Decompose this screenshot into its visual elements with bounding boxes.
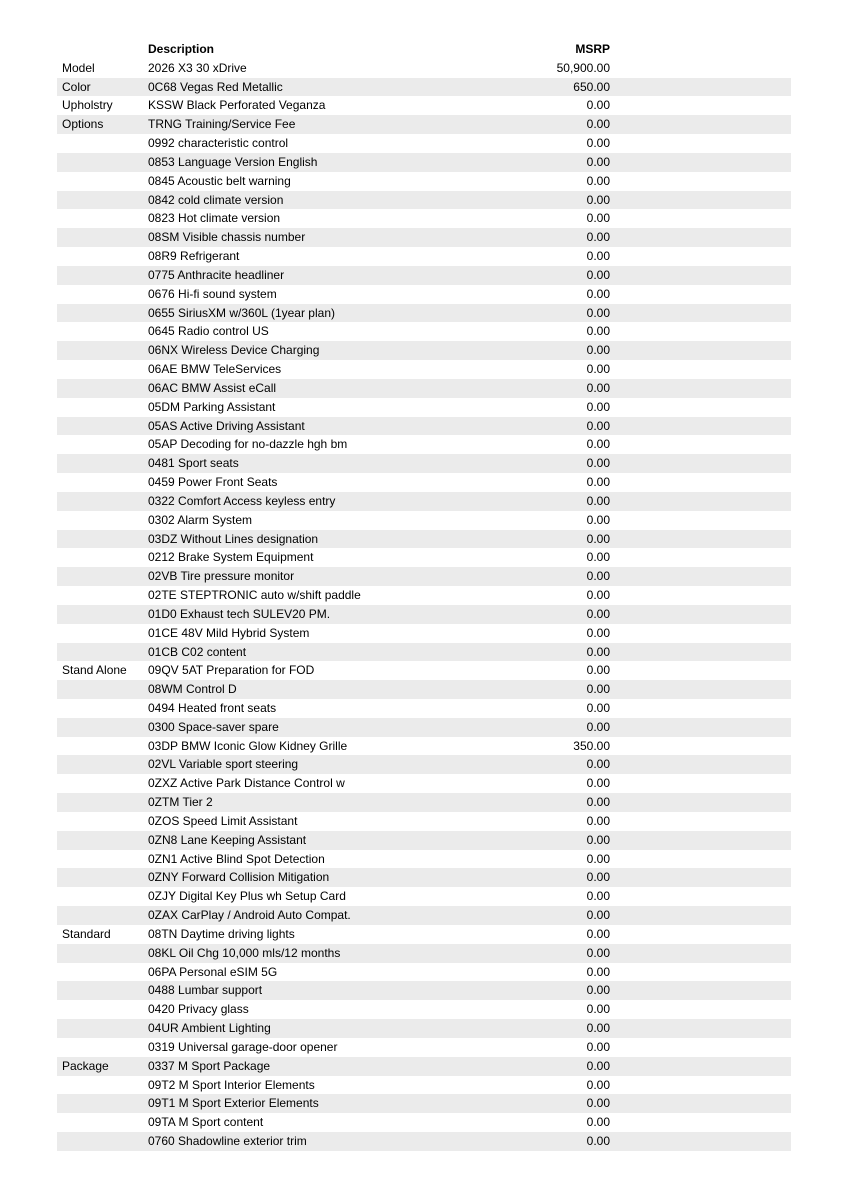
description-cell: 0ZTM Tier 2 bbox=[148, 795, 213, 810]
description-cell: 09QV 5AT Preparation for FOD bbox=[148, 663, 315, 678]
msrp-cell: 0.00 bbox=[586, 324, 610, 339]
table-row bbox=[57, 812, 791, 831]
description-cell: 0322 Comfort Access keyless entry bbox=[148, 493, 336, 508]
description-cell: 0ZJY Digital Key Plus wh Setup Card bbox=[148, 889, 346, 904]
description-cell: 01CB C02 content bbox=[148, 644, 247, 659]
msrp-cell: 0.00 bbox=[586, 1058, 610, 1073]
msrp-cell: 0.00 bbox=[586, 267, 610, 282]
msrp-cell: 0.00 bbox=[586, 663, 610, 678]
description-cell: 0337 M Sport Package bbox=[148, 1058, 271, 1073]
vehicle-pricing-table bbox=[57, 40, 791, 1151]
description-cell: 01D0 Exhaust tech SULEV20 PM. bbox=[148, 606, 331, 621]
msrp-cell: 0.00 bbox=[586, 380, 610, 395]
table-row bbox=[57, 379, 791, 398]
table-row bbox=[57, 887, 791, 906]
description-cell: 0775 Anthracite headliner bbox=[148, 267, 285, 282]
category-cell: Model bbox=[62, 60, 95, 75]
table-row bbox=[57, 586, 791, 605]
table-row bbox=[57, 643, 791, 662]
msrp-cell: 0.00 bbox=[586, 475, 610, 490]
description-cell: 0302 Alarm System bbox=[148, 512, 253, 527]
msrp-cell: 0.00 bbox=[586, 343, 610, 358]
description-cell: 0992 characteristic control bbox=[148, 136, 289, 151]
table-row bbox=[57, 661, 791, 680]
msrp-cell: 0.00 bbox=[586, 926, 610, 941]
table-row bbox=[57, 868, 791, 887]
description-cell: 0ZN1 Active Blind Spot Detection bbox=[148, 851, 325, 866]
table-row bbox=[57, 96, 791, 115]
msrp-cell: 0.00 bbox=[586, 588, 610, 603]
msrp-cell: 0.00 bbox=[586, 700, 610, 715]
description-cell: KSSW Black Perforated Veganza bbox=[148, 98, 326, 113]
msrp-cell: 0.00 bbox=[586, 249, 610, 264]
description-cell: 09T1 M Sport Exterior Elements bbox=[148, 1096, 319, 1111]
description-cell: 0319 Universal garage-door opener bbox=[148, 1039, 338, 1054]
description-cell: 0842 cold climate version bbox=[148, 192, 284, 207]
table-row bbox=[57, 1094, 791, 1113]
msrp-cell: 0.00 bbox=[586, 1096, 610, 1111]
table-row bbox=[57, 172, 791, 191]
table-row bbox=[57, 1132, 791, 1151]
msrp-cell: 0.00 bbox=[586, 1115, 610, 1130]
msrp-cell: 0.00 bbox=[586, 1134, 610, 1149]
table-row bbox=[57, 963, 791, 982]
table-row bbox=[57, 793, 791, 812]
description-cell: TRNG Training/Service Fee bbox=[148, 117, 296, 132]
description-cell: 0212 Brake System Equipment bbox=[148, 550, 314, 565]
table-row bbox=[57, 304, 791, 323]
description-cell: 0300 Space-saver spare bbox=[148, 719, 279, 734]
msrp-cell: 0.00 bbox=[586, 531, 610, 546]
table-row bbox=[57, 567, 791, 586]
table-row bbox=[57, 341, 791, 360]
table-row bbox=[57, 680, 791, 699]
msrp-cell: 0.00 bbox=[586, 1002, 610, 1017]
description-cell: 0ZNY Forward Collision Mitigation bbox=[148, 870, 330, 885]
description-cell: 0481 Sport seats bbox=[148, 456, 239, 471]
table-row bbox=[57, 981, 791, 1000]
table-row bbox=[57, 1019, 791, 1038]
table-row bbox=[57, 737, 791, 756]
msrp-cell: 0.00 bbox=[586, 211, 610, 226]
table-row bbox=[57, 605, 791, 624]
category-cell: Standard bbox=[62, 926, 111, 941]
table-row bbox=[57, 530, 791, 549]
description-cell: 0676 Hi-fi sound system bbox=[148, 286, 277, 301]
table-row bbox=[57, 59, 791, 78]
description-cell: 0645 Radio control US bbox=[148, 324, 269, 339]
table-row bbox=[57, 209, 791, 228]
table-row bbox=[57, 322, 791, 341]
msrp-cell: 0.00 bbox=[586, 512, 610, 527]
category-cell: Package bbox=[62, 1058, 109, 1073]
description-cell: 08TN Daytime driving lights bbox=[148, 926, 295, 941]
table-row bbox=[57, 1038, 791, 1057]
description-cell: 05AP Decoding for no-dazzle hgh bm bbox=[148, 437, 348, 452]
msrp-cell: 0.00 bbox=[586, 983, 610, 998]
description-cell: 06AC BMW Assist eCall bbox=[148, 380, 277, 395]
msrp-cell: 0.00 bbox=[586, 682, 610, 697]
msrp-cell: 0.00 bbox=[586, 456, 610, 471]
description-cell: 09T2 M Sport Interior Elements bbox=[148, 1077, 315, 1092]
description-cell: 0853 Language Version English bbox=[148, 154, 318, 169]
description-cell: 0C68 Vegas Red Metallic bbox=[148, 79, 283, 94]
table-row bbox=[57, 115, 791, 134]
table-header-row bbox=[57, 40, 791, 59]
description-cell: 0655 SiriusXM w/360L (1year plan) bbox=[148, 305, 335, 320]
description-cell: 05AS Active Driving Assistant bbox=[148, 418, 305, 433]
table-row bbox=[57, 473, 791, 492]
description-cell: 0ZOS Speed Limit Assistant bbox=[148, 813, 298, 828]
table-row bbox=[57, 266, 791, 285]
table-row bbox=[57, 831, 791, 850]
msrp-cell: 350.00 bbox=[573, 738, 610, 753]
msrp-cell: 0.00 bbox=[586, 418, 610, 433]
msrp-cell: 0.00 bbox=[586, 154, 610, 169]
table-row bbox=[57, 925, 791, 944]
description-cell: 08KL Oil Chg 10,000 mls/12 months bbox=[148, 945, 341, 960]
table-row bbox=[57, 247, 791, 266]
msrp-cell: 0.00 bbox=[586, 813, 610, 828]
table-row bbox=[57, 228, 791, 247]
description-cell: 06NX Wireless Device Charging bbox=[148, 343, 320, 358]
category-cell: Stand Alone bbox=[62, 663, 127, 678]
msrp-cell: 0.00 bbox=[586, 1039, 610, 1054]
category-cell: Upholstry bbox=[62, 98, 113, 113]
description-cell: 08SM Visible chassis number bbox=[148, 230, 306, 245]
table-row bbox=[57, 435, 791, 454]
msrp-cell: 0.00 bbox=[586, 851, 610, 866]
description-cell: 05DM Parking Assistant bbox=[148, 399, 276, 414]
msrp-cell: 0.00 bbox=[586, 399, 610, 414]
table-row bbox=[57, 492, 791, 511]
table-row bbox=[57, 417, 791, 436]
msrp-cell: 0.00 bbox=[586, 136, 610, 151]
msrp-cell: 0.00 bbox=[586, 625, 610, 640]
table-row bbox=[57, 718, 791, 737]
msrp-cell: 0.00 bbox=[586, 757, 610, 772]
msrp-cell: 0.00 bbox=[586, 230, 610, 245]
table-row bbox=[57, 624, 791, 643]
description-cell: 03DP BMW Iconic Glow Kidney Grille bbox=[148, 738, 348, 753]
table-row bbox=[57, 1000, 791, 1019]
description-cell: 0ZAX CarPlay / Android Auto Compat. bbox=[148, 908, 351, 923]
table-row bbox=[57, 1057, 791, 1076]
msrp-cell: 50,900.00 bbox=[556, 60, 610, 75]
table-row bbox=[57, 511, 791, 530]
table-row bbox=[57, 153, 791, 172]
msrp-cell: 0.00 bbox=[586, 98, 610, 113]
msrp-cell: 0.00 bbox=[586, 305, 610, 320]
table-row bbox=[57, 944, 791, 963]
table-row bbox=[57, 78, 791, 97]
description-cell: 0488 Lumbar support bbox=[148, 983, 263, 998]
table-row bbox=[57, 548, 791, 567]
description-cell: 02VB Tire pressure monitor bbox=[148, 569, 295, 584]
table-row bbox=[57, 454, 791, 473]
description-column-header: Description bbox=[148, 42, 215, 56]
msrp-cell: 0.00 bbox=[586, 945, 610, 960]
description-cell: 08WM Control D bbox=[148, 682, 237, 697]
category-cell: Options bbox=[62, 117, 104, 132]
table-row bbox=[57, 699, 791, 718]
table-row bbox=[57, 191, 791, 210]
msrp-cell: 0.00 bbox=[586, 173, 610, 188]
msrp-cell: 0.00 bbox=[586, 286, 610, 301]
table-row bbox=[57, 1113, 791, 1132]
msrp-cell: 0.00 bbox=[586, 606, 610, 621]
msrp-cell: 0.00 bbox=[586, 795, 610, 810]
table-row bbox=[57, 134, 791, 153]
description-cell: 02VL Variable sport steering bbox=[148, 757, 299, 772]
description-cell: 03DZ Without Lines designation bbox=[148, 531, 319, 546]
msrp-cell: 0.00 bbox=[586, 117, 610, 132]
msrp-cell: 0.00 bbox=[586, 964, 610, 979]
description-cell: 0420 Privacy glass bbox=[148, 1002, 249, 1017]
msrp-cell: 0.00 bbox=[586, 362, 610, 377]
msrp-column-header: MSRP bbox=[575, 42, 610, 56]
description-cell: 09TA M Sport content bbox=[148, 1115, 264, 1130]
msrp-cell: 0.00 bbox=[586, 776, 610, 791]
category-cell: Color bbox=[62, 79, 91, 94]
description-cell: 08R9 Refrigerant bbox=[148, 249, 240, 264]
description-cell: 0494 Heated front seats bbox=[148, 700, 277, 715]
msrp-cell: 0.00 bbox=[586, 908, 610, 923]
msrp-cell: 0.00 bbox=[586, 870, 610, 885]
msrp-cell: 0.00 bbox=[586, 719, 610, 734]
table-row bbox=[57, 850, 791, 869]
msrp-cell: 0.00 bbox=[586, 569, 610, 584]
description-cell: 0823 Hot climate version bbox=[148, 211, 281, 226]
description-cell: 0760 Shadowline exterior trim bbox=[148, 1134, 307, 1149]
msrp-cell: 0.00 bbox=[586, 192, 610, 207]
description-cell: 02TE STEPTRONIC auto w/shift paddle bbox=[148, 588, 361, 603]
description-cell: 0845 Acoustic belt warning bbox=[148, 173, 291, 188]
description-cell: 01CE 48V Mild Hybrid System bbox=[148, 625, 310, 640]
msrp-cell: 0.00 bbox=[586, 437, 610, 452]
table-body bbox=[57, 59, 791, 1151]
msrp-cell: 0.00 bbox=[586, 550, 610, 565]
table-row bbox=[57, 398, 791, 417]
table-row bbox=[57, 285, 791, 304]
description-cell: 2026 X3 30 xDrive bbox=[148, 60, 247, 75]
table-row bbox=[57, 360, 791, 379]
table-row bbox=[57, 755, 791, 774]
msrp-cell: 0.00 bbox=[586, 644, 610, 659]
description-cell: 0ZN8 Lane Keeping Assistant bbox=[148, 832, 307, 847]
table-row bbox=[57, 1076, 791, 1095]
msrp-cell: 0.00 bbox=[586, 1077, 610, 1092]
msrp-cell: 0.00 bbox=[586, 1021, 610, 1036]
table-row bbox=[57, 774, 791, 793]
msrp-cell: 650.00 bbox=[573, 79, 610, 94]
msrp-cell: 0.00 bbox=[586, 493, 610, 508]
msrp-cell: 0.00 bbox=[586, 832, 610, 847]
description-cell: 06AE BMW TeleServices bbox=[148, 362, 282, 377]
description-cell: 06PA Personal eSIM 5G bbox=[148, 964, 278, 979]
table-row bbox=[57, 906, 791, 925]
description-cell: 0459 Power Front Seats bbox=[148, 475, 278, 490]
description-cell: 04UR Ambient Lighting bbox=[148, 1021, 271, 1036]
msrp-cell: 0.00 bbox=[586, 889, 610, 904]
description-cell: 0ZXZ Active Park Distance Control w bbox=[148, 776, 345, 791]
